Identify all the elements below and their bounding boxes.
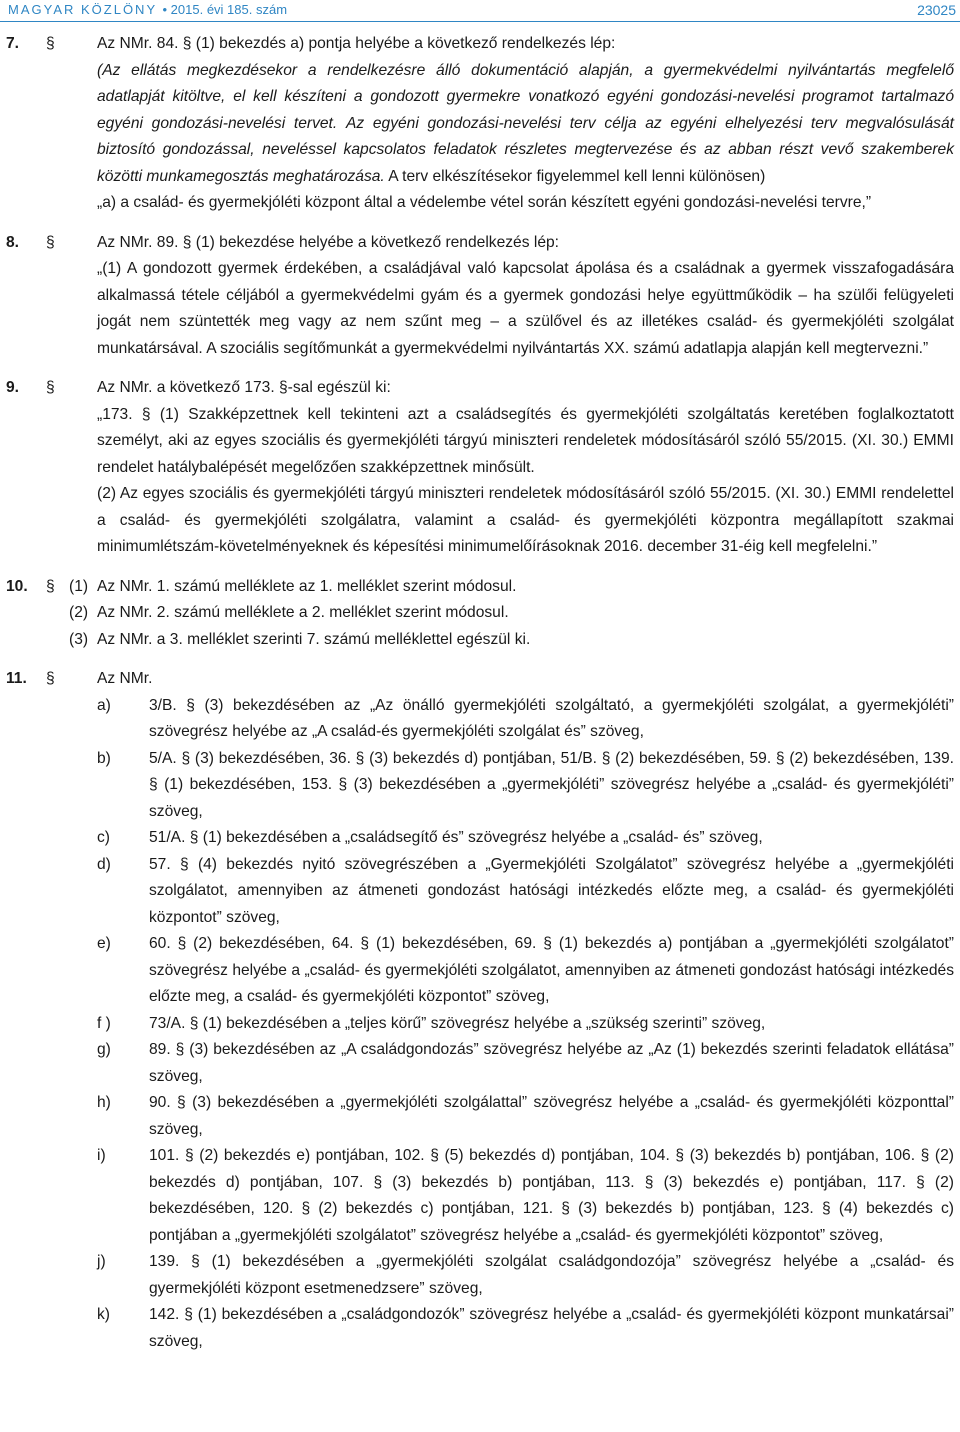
list-item-text: 5/A. § (3) bekezdésében, 36. § (3) bekezdés d) pontjában, 51/B. § (2) bekezdésében, 59. § (2) bekezdésében, 139. § (1) bekezdésében, 153. § (3) bekezdésében a „gyermekjóléti” szövegrész helyébe a „család- és gyermekjóléti” szöveg, [149,749,954,820]
page-number: 23025 [917,2,956,18]
section-10 [0,574,960,654]
list-item-label: b) [97,749,111,767]
section-lead: Az NMr. [97,670,153,687]
list-item-label: k) [97,1306,110,1323]
subsection-label: (1) [69,577,89,595]
list-item-label: c) [97,829,110,846]
section-lead: Az NMr. a következő 173. §-sal egészül ki: [97,379,391,396]
section-lead: Az NMr. 84. § (1) bekezdés a) pontja helyébe a következő rendelkezés lép: [97,35,616,52]
subsection-label: (3) [69,630,89,648]
list-item-text: 51/A. § (1) bekezdésében a „családsegítő és” szövegrész helyébe a „család- és” szöveg, [149,829,763,846]
list-item-e [0,931,960,1011]
section-11 [0,666,960,1355]
list-item-g [0,1037,960,1090]
section-symbol: § [46,35,55,52]
list-item-i [0,1143,960,1249]
section-number: 7. [6,35,20,52]
section-7 [0,31,960,217]
list-item-text: 142. § (1) bekezdésében a „családgondozók” szövegrész helyébe a „család- és gyermekjóléti központ munkatársai” szöveg, [149,1306,954,1350]
amended-text-plain: A terv elkészítésekor figyelemmel kell lenni különösen) [388,167,766,185]
subsection-1 [0,574,960,601]
section-9 [0,375,960,561]
list-item-label: j) [97,1253,106,1270]
section-number: 9. [6,379,20,396]
section-symbol: § [46,379,55,396]
quoted-paragraph-2: (2) Az egyes szociális és gyermekjóléti tárgyú miniszteri rendeletek módosításáról szóló 55/2015. (XI. 30.) EMMI rendelettel a család- és gyermekjóléti szolgálatra, valamint a család- és gyermekjóléti központra megállapított szakmai minimumlétszám-követelményeknek és képesítési minimumelőírásoknak 2016. december 31-éig kell megfelelni.” [97,485,954,555]
quoted-paragraph-1: „173. § (1) Szakképzettnek kell tekinteni azt a családsegítés és gyermekjóléti szolgáltatás keretében foglalkoztatott személyt, aki az egyes szociális és gyermekjóléti tárgyú miniszteri rendeletek módosításáról szóló 55/2015. (XI. 30.) EMMI rendelet hatálybalépését megelőzően szakképzettnek minősült. [97,405,954,476]
publication-title [8,2,287,17]
list-item-j [0,1249,960,1302]
section-symbol: § [46,233,55,251]
subsection-3 [0,627,960,654]
amended-text [97,58,954,191]
list-item-text: 139. § (1) bekezdésében a „gyermekjóléti szolgálat családgondozója” szövegrész helyébe a „család- és gyermekjóléti központ esetmenedzsere” szöveg, [149,1253,954,1297]
section-number: 8. [6,233,20,251]
section-number: 11. [6,670,27,687]
list-item-text: 101. § (2) bekezdés e) pontjában, 102. § (5) bekezdés d) pontjában, 104. § (3) bekezdés b) pontjában, 106. § (2) bekezdés d) pontjában, 107. § (3) bekezdés b) pontjában, 113. § (3) bekezdés e) pontjában, 117. § (2) bekezdésében, 120. § (2) bekezdés c) pontjában, 121. § (3) bekezdés b) pontjában, 123. § (4) bekezdés c) pontjában a „gyermekjóléti szolgálatot” szövegrész helyébe a „család- és gyermekjóléti központot” szöveg, [149,1147,954,1244]
list-item-label: i) [97,1147,106,1164]
subsection-text: Az NMr. 1. számú melléklete az 1. melléklet szerint módosul. [97,577,517,595]
subsection-2 [0,600,960,627]
quoted-provision: „(1) A gondozott gyermek érdekében, a családjával való kapcsolat ápolása és a családnak a gyermek visszafogadására alkalmassá tétele céljából a gyermekvédelmi gyám és a gyermek gondozási helye együttműködik – ha szülői felügyeleti jogát nem szüntették meg vagy az nem szűnt meg – a szülővel és az illetékes család- és gyermekjóléti szolgálat munkatársával. A szociális segítőmunkát a gyermekvédelmi nyilvántartás XX. számú adatlapja alapján kell megtervezni.” [97,260,954,357]
document-body [0,31,960,1355]
section-8 [0,230,960,363]
amended-text-italic-a: (Az ellátás megkezdésekor a rendelkezésre álló dokumentáció alapján, a gyermekvédelmi nyilvántartás megfelelő adatlapját kitöltve, el kell készíteni a gondozott gyermekre vonatkozó egyéni gondozási-nevelési programot tartalmazó egyéni gondozási-nevelési tervet. [97,61,954,132]
list-item-label: d) [97,855,111,873]
list-item-text: 3/B. § (3) bekezdésében az „Az önálló gyermekjóléti szolgáltató, a gyermekjóléti szolgálat, a gyermekjóléti” szövegrész helyébe az „A család-és gyermekjóléti szolgálat és” szöveg, [149,696,954,740]
quoted-provision: „a) a család- és gyermekjóléti központ által a védelembe vétel során készített egyéni gondozási-nevelési tervre,” [97,194,872,211]
list-item-a [0,693,960,746]
list-item-b [0,746,960,826]
list-item-d [0,852,960,932]
list-item-f [0,1011,960,1038]
list-item-label: a) [97,696,111,714]
list-item-text: 57. § (4) bekezdés nyitó szövegrészében a „Gyermekjóléti Szolgálatot” szövegrész helyébe a „gyermekjóléti szolgálatot, amennyiben az átmeneti gondozást hatósági intézkedés előzte meg, a család- és gyermekjóléti központot” szöveg, [149,855,954,926]
subsection-label: (2) [69,604,89,621]
section-symbol: § [46,670,55,687]
list-item-c [0,825,960,852]
list-item-label: g) [97,1041,111,1058]
subsection-text: Az NMr. 2. számú melléklete a 2. melléklet szerint módosul. [97,604,509,621]
page-header [0,0,960,22]
gazette-name: MAGYAR KÖZLÖNY [8,2,157,17]
issue-info: • 2015. évi 185. szám [162,2,288,17]
amended-text-italic-b: Az egyéni gondozási-nevelési terv célja az egyéni elhelyezési terv megvalósulását biztosító gondozással, neveléssel kapcsolatos feladatok részletes megtervezése és az abban részt vevő szakemberek közötti munkamegosztás meghatározása. [97,114,954,185]
list-item-label: e) [97,935,111,952]
list-item-h [0,1090,960,1143]
section-number: 10. [6,577,28,595]
list-item-label: h) [97,1094,111,1111]
section-lead: Az NMr. 89. § (1) bekezdése helyébe a következő rendelkezés lép: [97,233,560,251]
list-item-label: f ) [97,1014,111,1032]
subsection-text: Az NMr. a 3. melléklet szerinti 7. számú melléklettel egészül ki. [97,630,531,648]
list-item-text: 60. § (2) bekezdésében, 64. § (1) bekezdésében, 69. § (1) bekezdés a) pontjában a „gyermekjóléti szolgálatot” szövegrész helyébe a „család- és gyermekjóléti szolgálatot, amennyiben az átmeneti gondozást hatósági intézkedés előzte meg, a család- és gyermekjóléti központot” szöveg, [149,935,954,1005]
section-symbol: § [46,577,55,595]
list-item-text: 73/A. § (1) bekezdésében a „teljes körű” szövegrész helyébe a „szükség szerinti” szöveg, [149,1014,766,1032]
list-item-text: 90. § (3) bekezdésében a „gyermekjóléti szolgálattal” szövegrész helyébe a „család- és gyermekjóléti központtal” szöveg, [149,1094,954,1138]
list-item-text: 89. § (3) bekezdésében az „A családgondozás” szövegrész helyébe az „Az (1) bekezdés szerinti feladatok ellátása” szöveg, [149,1041,954,1085]
list-item-k [0,1302,960,1355]
header-divider [0,21,960,22]
